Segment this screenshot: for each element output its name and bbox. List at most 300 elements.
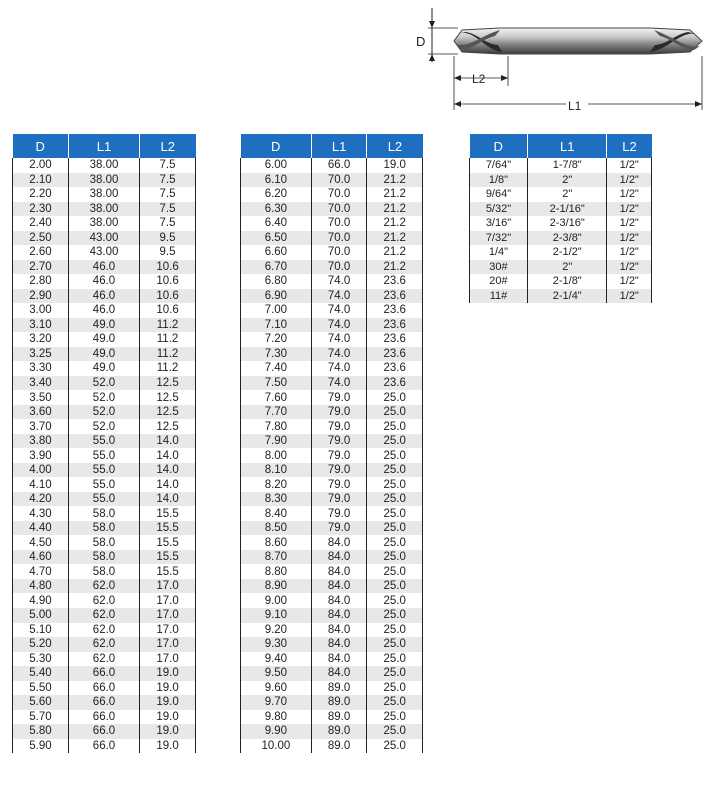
cell-d: 9.20	[241, 623, 312, 638]
cell-l1: 79.0	[311, 390, 367, 405]
cell-d: 1/8"	[470, 173, 528, 188]
cell-d: 4.40	[13, 521, 69, 536]
cell-l1: 58.0	[68, 550, 139, 565]
table-row	[13, 187, 196, 202]
cell-d: 8.90	[241, 579, 312, 594]
cell-l2: 15.5	[140, 506, 196, 521]
table-row	[241, 652, 423, 667]
cell-l1: 55.0	[68, 434, 139, 449]
cell-l1: 55.0	[68, 477, 139, 492]
cell-l1: 74.0	[311, 318, 367, 333]
cell-d: 9.60	[241, 681, 312, 696]
table-row	[13, 579, 196, 594]
table-row	[13, 347, 196, 362]
table-row	[241, 710, 423, 725]
cell-d: 5.50	[13, 681, 69, 696]
cell-d: 10.00	[241, 739, 312, 754]
table-row	[241, 623, 423, 638]
cell-l2: 21.2	[367, 245, 423, 260]
cell-l2: 23.6	[367, 376, 423, 391]
cell-d: 2.10	[13, 173, 69, 188]
cell-l1: 38.00	[68, 158, 139, 173]
table-row	[241, 579, 423, 594]
table-row	[241, 492, 423, 507]
cell-l2: 25.0	[367, 448, 423, 463]
cell-d: 5.90	[13, 739, 69, 754]
cell-l1: 79.0	[311, 521, 367, 536]
cell-l1: 55.0	[68, 463, 139, 478]
table-row	[13, 535, 196, 550]
cell-d: 5.80	[13, 724, 69, 739]
cell-l1: 70.0	[311, 231, 367, 246]
cell-l1: 46.0	[68, 260, 139, 275]
cell-l2: 25.0	[367, 593, 423, 608]
header-d: D	[13, 134, 69, 158]
table-row	[13, 623, 196, 638]
cell-d: 4.60	[13, 550, 69, 565]
cell-l2: 1/2"	[607, 216, 652, 231]
cell-l1: 84.0	[311, 535, 367, 550]
cell-l1: 52.0	[68, 390, 139, 405]
cell-l1: 62.0	[68, 579, 139, 594]
cell-l1: 2-1/8"	[527, 274, 607, 289]
cell-l1: 38.00	[68, 216, 139, 231]
cell-d: 3.90	[13, 448, 69, 463]
cell-d: 7.10	[241, 318, 312, 333]
cell-l2: 15.5	[140, 550, 196, 565]
cell-d: 8.50	[241, 521, 312, 536]
cell-l1: 49.0	[68, 332, 139, 347]
cell-d: 9/64"	[470, 187, 528, 202]
cell-l1: 38.00	[68, 187, 139, 202]
cell-l2: 12.5	[140, 405, 196, 420]
table-row	[13, 332, 196, 347]
cell-d: 3.25	[13, 347, 69, 362]
cell-d: 7.60	[241, 390, 312, 405]
cell-d: 2.40	[13, 216, 69, 231]
table-row	[13, 608, 196, 623]
table-row	[470, 216, 652, 231]
header-l1: L1	[311, 134, 367, 158]
table-row	[13, 550, 196, 565]
table-row	[13, 260, 196, 275]
table-row	[470, 187, 652, 202]
cell-l1: 84.0	[311, 579, 367, 594]
cell-d: 4.50	[13, 535, 69, 550]
cell-l2: 1/2"	[607, 202, 652, 217]
cell-l2: 19.0	[367, 158, 423, 173]
header-l2: L2	[140, 134, 196, 158]
cell-d: 9.90	[241, 724, 312, 739]
cell-l1: 2-1/4"	[527, 289, 607, 304]
cell-d: 4.80	[13, 579, 69, 594]
table-row	[241, 695, 423, 710]
cell-l1: 70.0	[311, 202, 367, 217]
cell-l1: 62.0	[68, 623, 139, 638]
table-row	[13, 303, 196, 318]
cell-d: 6.00	[241, 158, 312, 173]
cell-l2: 17.0	[140, 623, 196, 638]
cell-l2: 25.0	[367, 463, 423, 478]
table-row	[241, 434, 423, 449]
table-row	[13, 564, 196, 579]
cell-l1: 2-3/16"	[527, 216, 607, 231]
cell-l2: 10.6	[140, 289, 196, 304]
cell-l2: 11.2	[140, 361, 196, 376]
cell-l1: 55.0	[68, 492, 139, 507]
cell-d: 8.20	[241, 477, 312, 492]
cell-l1: 89.0	[311, 739, 367, 754]
cell-l2: 12.5	[140, 390, 196, 405]
table-row	[241, 724, 423, 739]
cell-l1: 52.0	[68, 405, 139, 420]
cell-l2: 15.5	[140, 535, 196, 550]
cell-l2: 23.6	[367, 318, 423, 333]
cell-l2: 21.2	[367, 216, 423, 231]
cell-l2: 12.5	[140, 419, 196, 434]
cell-l2: 25.0	[367, 535, 423, 550]
cell-l1: 46.0	[68, 303, 139, 318]
table-row	[241, 608, 423, 623]
cell-d: 5.60	[13, 695, 69, 710]
label-l1: L1	[568, 99, 582, 113]
table-row	[13, 506, 196, 521]
cell-d: 6.20	[241, 187, 312, 202]
cell-l1: 58.0	[68, 535, 139, 550]
cell-l2: 19.0	[140, 724, 196, 739]
table-row	[13, 216, 196, 231]
cell-l1: 79.0	[311, 434, 367, 449]
table-row	[241, 666, 423, 681]
cell-d: 6.90	[241, 289, 312, 304]
header-l2: L2	[367, 134, 423, 158]
cell-l2: 25.0	[367, 666, 423, 681]
cell-l1: 79.0	[311, 419, 367, 434]
cell-d: 5/32"	[470, 202, 528, 217]
cell-d: 30#	[470, 260, 528, 275]
cell-l2: 15.5	[140, 521, 196, 536]
table-row	[241, 245, 423, 260]
cell-l2: 21.2	[367, 260, 423, 275]
cell-l1: 43.00	[68, 245, 139, 260]
cell-d: 9.40	[241, 652, 312, 667]
table-row	[470, 260, 652, 275]
cell-d: 4.70	[13, 564, 69, 579]
cell-l1: 66.0	[68, 666, 139, 681]
table-row	[241, 390, 423, 405]
cell-l2: 7.5	[140, 158, 196, 173]
table-row	[241, 173, 423, 188]
cell-d: 8.10	[241, 463, 312, 478]
cell-l2: 14.0	[140, 492, 196, 507]
cell-d: 9.00	[241, 593, 312, 608]
cell-l2: 10.6	[140, 303, 196, 318]
cell-l1: 62.0	[68, 593, 139, 608]
cell-l1: 58.0	[68, 564, 139, 579]
cell-d: 8.00	[241, 448, 312, 463]
cell-d: 6.60	[241, 245, 312, 260]
cell-d: 5.00	[13, 608, 69, 623]
cell-l2: 12.5	[140, 376, 196, 391]
cell-d: 4.20	[13, 492, 69, 507]
cell-l1: 52.0	[68, 419, 139, 434]
cell-l2: 1/2"	[607, 245, 652, 260]
header-l1: L1	[68, 134, 139, 158]
cell-l2: 25.0	[367, 623, 423, 638]
table-row	[241, 260, 423, 275]
table-row	[13, 492, 196, 507]
cell-l2: 15.5	[140, 564, 196, 579]
cell-l1: 70.0	[311, 245, 367, 260]
cell-l2: 21.2	[367, 187, 423, 202]
cell-l1: 70.0	[311, 260, 367, 275]
cell-l1: 74.0	[311, 289, 367, 304]
cell-l2: 1/2"	[607, 158, 652, 173]
table-row	[13, 695, 196, 710]
cell-l1: 66.0	[68, 724, 139, 739]
table-row	[13, 739, 196, 754]
cell-l1: 2-3/8"	[527, 231, 607, 246]
drill-bit-illustration	[410, 0, 710, 125]
table-row	[241, 550, 423, 565]
table-row	[13, 361, 196, 376]
table-row	[241, 681, 423, 696]
cell-d: 7.40	[241, 361, 312, 376]
cell-l1: 84.0	[311, 593, 367, 608]
cell-d: 1/4"	[470, 245, 528, 260]
cell-l2: 10.6	[140, 260, 196, 275]
cell-l2: 17.0	[140, 579, 196, 594]
cell-d: 8.40	[241, 506, 312, 521]
cell-l2: 17.0	[140, 637, 196, 652]
cell-l1: 1-7/8"	[527, 158, 607, 173]
table-row	[13, 318, 196, 333]
cell-d: 5.20	[13, 637, 69, 652]
table-row	[13, 652, 196, 667]
cell-l1: 89.0	[311, 681, 367, 696]
cell-d: 5.10	[13, 623, 69, 638]
cell-l2: 25.0	[367, 506, 423, 521]
cell-l1: 79.0	[311, 492, 367, 507]
table-row	[241, 535, 423, 550]
cell-l1: 79.0	[311, 405, 367, 420]
cell-l1: 2-1/2"	[527, 245, 607, 260]
cell-d: 7.30	[241, 347, 312, 362]
table-row	[13, 463, 196, 478]
cell-l1: 79.0	[311, 477, 367, 492]
cell-l2: 25.0	[367, 608, 423, 623]
table-row	[241, 506, 423, 521]
cell-l2: 11.2	[140, 347, 196, 362]
cell-l1: 89.0	[311, 695, 367, 710]
table-row	[13, 681, 196, 696]
cell-l1: 2-1/16"	[527, 202, 607, 217]
cell-d: 3.60	[13, 405, 69, 420]
cell-l1: 84.0	[311, 637, 367, 652]
cell-l2: 19.0	[140, 666, 196, 681]
cell-l1: 74.0	[311, 347, 367, 362]
table-row	[13, 390, 196, 405]
header-l2: L2	[607, 134, 652, 158]
cell-l2: 1/2"	[607, 173, 652, 188]
cell-d: 4.10	[13, 477, 69, 492]
cell-l2: 25.0	[367, 710, 423, 725]
cell-l1: 49.0	[68, 361, 139, 376]
cell-l2: 7.5	[140, 216, 196, 231]
cell-l2: 14.0	[140, 448, 196, 463]
cell-l2: 1/2"	[607, 274, 652, 289]
cell-l1: 2"	[527, 173, 607, 188]
label-l2: L2	[472, 72, 486, 86]
cell-l1: 66.0	[68, 695, 139, 710]
table-row	[470, 289, 652, 304]
table-row	[241, 477, 423, 492]
cell-l1: 62.0	[68, 608, 139, 623]
cell-d: 3.30	[13, 361, 69, 376]
cell-d: 5.70	[13, 710, 69, 725]
label-d: D	[416, 34, 426, 49]
cell-d: 2.60	[13, 245, 69, 260]
table-row	[241, 448, 423, 463]
cell-l2: 23.6	[367, 347, 423, 362]
cell-l2: 11.2	[140, 318, 196, 333]
table-row	[241, 202, 423, 217]
cell-l2: 1/2"	[607, 187, 652, 202]
cell-l2: 25.0	[367, 724, 423, 739]
cell-d: 9.80	[241, 710, 312, 725]
table-row	[241, 216, 423, 231]
cell-l1: 74.0	[311, 361, 367, 376]
header-d: D	[241, 134, 312, 158]
cell-l2: 14.0	[140, 434, 196, 449]
cell-l1: 66.0	[68, 710, 139, 725]
cell-d: 8.30	[241, 492, 312, 507]
cell-l2: 9.5	[140, 245, 196, 260]
cell-l1: 84.0	[311, 608, 367, 623]
cell-d: 3.40	[13, 376, 69, 391]
cell-l2: 25.0	[367, 579, 423, 594]
cell-l2: 7.5	[140, 202, 196, 217]
table-row	[13, 274, 196, 289]
cell-l2: 14.0	[140, 463, 196, 478]
cell-l1: 70.0	[311, 173, 367, 188]
cell-d: 3.00	[13, 303, 69, 318]
cell-l1: 84.0	[311, 550, 367, 565]
cell-l1: 70.0	[311, 216, 367, 231]
cell-l2: 25.0	[367, 695, 423, 710]
cell-l1: 49.0	[68, 318, 139, 333]
cell-d: 3.50	[13, 390, 69, 405]
cell-l1: 74.0	[311, 332, 367, 347]
table-row	[241, 231, 423, 246]
cell-d: 6.70	[241, 260, 312, 275]
table-row	[13, 202, 196, 217]
table-row	[13, 724, 196, 739]
cell-d: 9.50	[241, 666, 312, 681]
cell-l1: 84.0	[311, 564, 367, 579]
cell-l1: 55.0	[68, 448, 139, 463]
cell-d: 2.80	[13, 274, 69, 289]
cell-l2: 25.0	[367, 477, 423, 492]
cell-l2: 25.0	[367, 390, 423, 405]
cell-l2: 11.2	[140, 332, 196, 347]
cell-l2: 25.0	[367, 637, 423, 652]
cell-d: 6.30	[241, 202, 312, 217]
cell-l2: 7.5	[140, 173, 196, 188]
cell-d: 2.50	[13, 231, 69, 246]
cell-l2: 19.0	[140, 681, 196, 696]
cell-l2: 17.0	[140, 652, 196, 667]
cell-d: 3.20	[13, 332, 69, 347]
cell-l2: 21.2	[367, 231, 423, 246]
cell-l2: 19.0	[140, 739, 196, 754]
table-row	[13, 448, 196, 463]
cell-l2: 17.0	[140, 593, 196, 608]
cell-l1: 74.0	[311, 376, 367, 391]
cell-d: 2.90	[13, 289, 69, 304]
cell-d: 7.90	[241, 434, 312, 449]
cell-l1: 38.00	[68, 202, 139, 217]
cell-l1: 46.0	[68, 289, 139, 304]
cell-l2: 23.6	[367, 361, 423, 376]
cell-l2: 21.2	[367, 202, 423, 217]
cell-l1: 74.0	[311, 303, 367, 318]
cell-l2: 17.0	[140, 608, 196, 623]
table-row	[241, 739, 423, 754]
table-row	[470, 245, 652, 260]
cell-l1: 74.0	[311, 274, 367, 289]
cell-l2: 25.0	[367, 550, 423, 565]
cell-l1: 79.0	[311, 463, 367, 478]
cell-l2: 23.6	[367, 303, 423, 318]
table-row	[470, 202, 652, 217]
header-d: D	[470, 134, 528, 158]
cell-d: 6.10	[241, 173, 312, 188]
table-row	[13, 158, 196, 173]
table-row	[241, 521, 423, 536]
cell-d: 7.50	[241, 376, 312, 391]
cell-d: 8.80	[241, 564, 312, 579]
cell-l2: 1/2"	[607, 231, 652, 246]
cell-l2: 19.0	[140, 710, 196, 725]
cell-l2: 1/2"	[607, 260, 652, 275]
cell-l1: 89.0	[311, 710, 367, 725]
cell-d: 9.30	[241, 637, 312, 652]
table-row	[13, 376, 196, 391]
table-row	[470, 231, 652, 246]
cell-l1: 2"	[527, 260, 607, 275]
table-row	[13, 637, 196, 652]
cell-d: 2.00	[13, 158, 69, 173]
cell-l2: 25.0	[367, 521, 423, 536]
cell-d: 8.70	[241, 550, 312, 565]
cell-d: 7/32"	[470, 231, 528, 246]
cell-d: 7.00	[241, 303, 312, 318]
table-row	[241, 593, 423, 608]
header-l1: L1	[527, 134, 607, 158]
metric-table-1	[12, 134, 196, 753]
cell-d: 8.60	[241, 535, 312, 550]
cell-l2: 23.6	[367, 332, 423, 347]
table-row	[241, 376, 423, 391]
table-row	[470, 274, 652, 289]
cell-d: 5.30	[13, 652, 69, 667]
cell-l2: 21.2	[367, 173, 423, 188]
cell-d: 7.80	[241, 419, 312, 434]
table-row	[13, 405, 196, 420]
cell-d: 7/64"	[470, 158, 528, 173]
table-row	[470, 173, 652, 188]
